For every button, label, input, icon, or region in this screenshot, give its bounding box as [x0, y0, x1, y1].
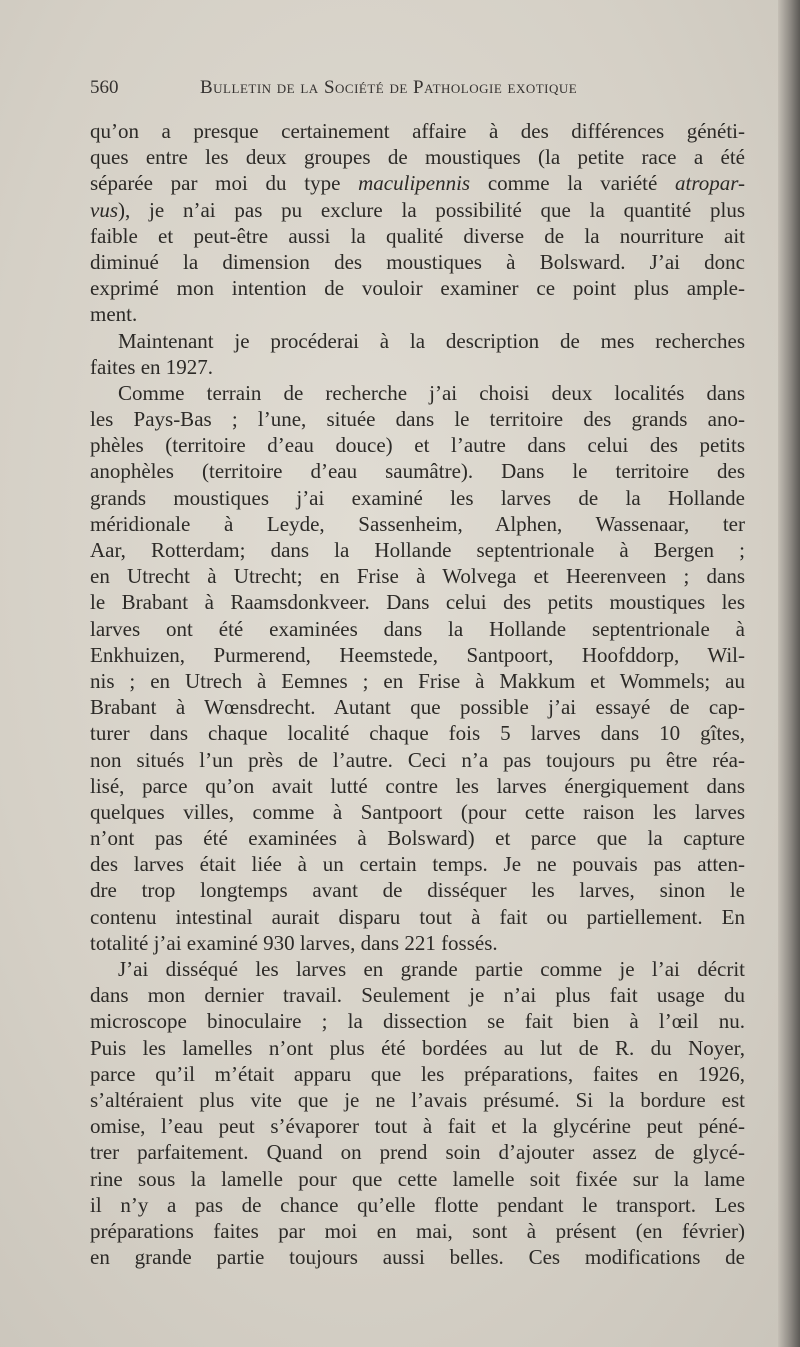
text-line: exprimé mon intention de vouloir examiner ce point plus ample-	[90, 276, 745, 301]
text-line: en grande partie toujours aussi belles. Ces modifications de	[90, 1245, 745, 1270]
text-line: nis ; en Utrech à Eemnes ; en Frise à Makkum et Wommels; au	[90, 668, 745, 693]
text-line: parce qu’il m’était apparu que les préparations, faites en 1926,	[90, 1061, 745, 1086]
text-line: phèles (territoire d’eau douce) et l’autre dans celui des petits	[90, 433, 745, 458]
text-line: en Utrecht à Utrecht; en Frise à Wolvega et Heerenveen ; dans	[90, 564, 745, 589]
text-line: lisé, parce qu’on avait lutté contre les larves énergiquement dans	[90, 773, 745, 798]
text-line: dans mon dernier travail. Seulement je n’ai plus fait usage du	[90, 983, 745, 1008]
text-line: Brabant à Wœnsdrecht. Autant que possible j’ai essayé de cap-	[90, 695, 745, 720]
text-line: Aar, Rotterdam; dans la Hollande septentrionale à Bergen ;	[90, 538, 745, 562]
text-line: ques entre les deux groupes de moustiques (la petite race a été	[90, 145, 745, 170]
text-line: anophèles (territoire d’eau saumâtre). Dans le territoire des	[90, 459, 745, 484]
text-line: larves ont été examinées dans la Hollande septentrionale à	[90, 616, 745, 641]
text-line: le Brabant à Raamsdonkveer. Dans celui des petits moustiques les	[90, 590, 745, 615]
text-line: dre trop longtemps avant de disséquer les larves, sinon le	[90, 878, 745, 903]
page-number: 560	[90, 77, 119, 98]
text-line: méridionale à Leyde, Sassenheim, Alphen, Wassenaar, ter	[90, 511, 745, 536]
text-line: il n’y a pas de chance qu’elle flotte pendant le transport. Les	[90, 1192, 745, 1217]
running-title: Bulletin de la Société de Pathologie exotique	[200, 77, 578, 98]
text-line: omise, l’eau peut s’évaporer tout à fait et la glycérine peut péné-	[90, 1114, 745, 1139]
text-line: grands moustiques j’ai examiné les larves de la Hollande	[90, 485, 745, 510]
text-line: Comme terrain de recherche j’ai choisi deux localités dans	[118, 380, 745, 405]
text-line: préparations faites par moi en mai, sont à présent (en février)	[90, 1218, 745, 1243]
text-line: microscope binoculaire ; la dissection se fait bien à l’œil nu.	[90, 1009, 745, 1034]
text-line: Enkhuizen, Purmerend, Heemstede, Santpoort, Hoofddorp, Wil-	[90, 642, 745, 667]
page-header	[90, 77, 750, 103]
text-line: diminué la dimension des moustiques à Bolsward. J’ai donc	[90, 249, 745, 274]
text-line: Maintenant je procéderai à la description de mes recherches	[118, 328, 745, 353]
text-line: vus), je n’ai pas pu exclure la possibilité que la quantité plus	[90, 197, 745, 222]
text-line: des larves était liée à un certain temps. Je ne pouvais pas atten-	[90, 852, 745, 877]
text-line: contenu intestinal aurait disparu tout à fait ou partiellement. En	[90, 904, 745, 929]
text-line: n’ont pas été examinées à Bolsward) et parce que la capture	[90, 826, 745, 851]
text-line: faible et peut-être aussi la qualité diverse de la nourriture ait	[90, 223, 745, 248]
text-line: les Pays-Bas ; l’une, située dans le territoire des grands ano-	[90, 407, 745, 432]
text-line: trer parfaitement. Quand on prend soin d’ajouter assez de glycé-	[90, 1140, 745, 1165]
text-line: faites en 1927.	[90, 354, 214, 379]
text-line: J’ai disséqué les larves en grande partie comme je l’ai décrit	[118, 957, 745, 981]
page-edge-shadow	[778, 0, 800, 1347]
text-line: non situés l’un près de l’autre. Ceci n’a pas toujours pu être réa-	[90, 747, 745, 772]
text-line: quelques villes, comme à Santpoort (pour cette raison les larves	[90, 799, 745, 824]
text-line: s’altéraient plus vite que je ne l’avais présumé. Si la bordure est	[90, 1087, 745, 1112]
text-line: séparée par moi du type maculipennis comme la variété atropar-	[90, 171, 746, 196]
text-line: qu’on a presque certainement affaire à des différences généti-	[90, 119, 745, 143]
body-text	[90, 118, 745, 1270]
text-line: totalité j’ai examiné 930 larves, dans 221 fossés.	[90, 930, 498, 955]
text-line: turer dans chaque localité chaque fois 5 larves dans 10 gîtes,	[90, 721, 745, 746]
text-line: ment.	[90, 302, 138, 327]
text-line: Puis les lamelles n’ont plus été bordées au lut de R. du Noyer,	[90, 1035, 745, 1060]
text-line: rine sous la lamelle pour que cette lamelle soit fixée sur la lame	[90, 1166, 745, 1191]
